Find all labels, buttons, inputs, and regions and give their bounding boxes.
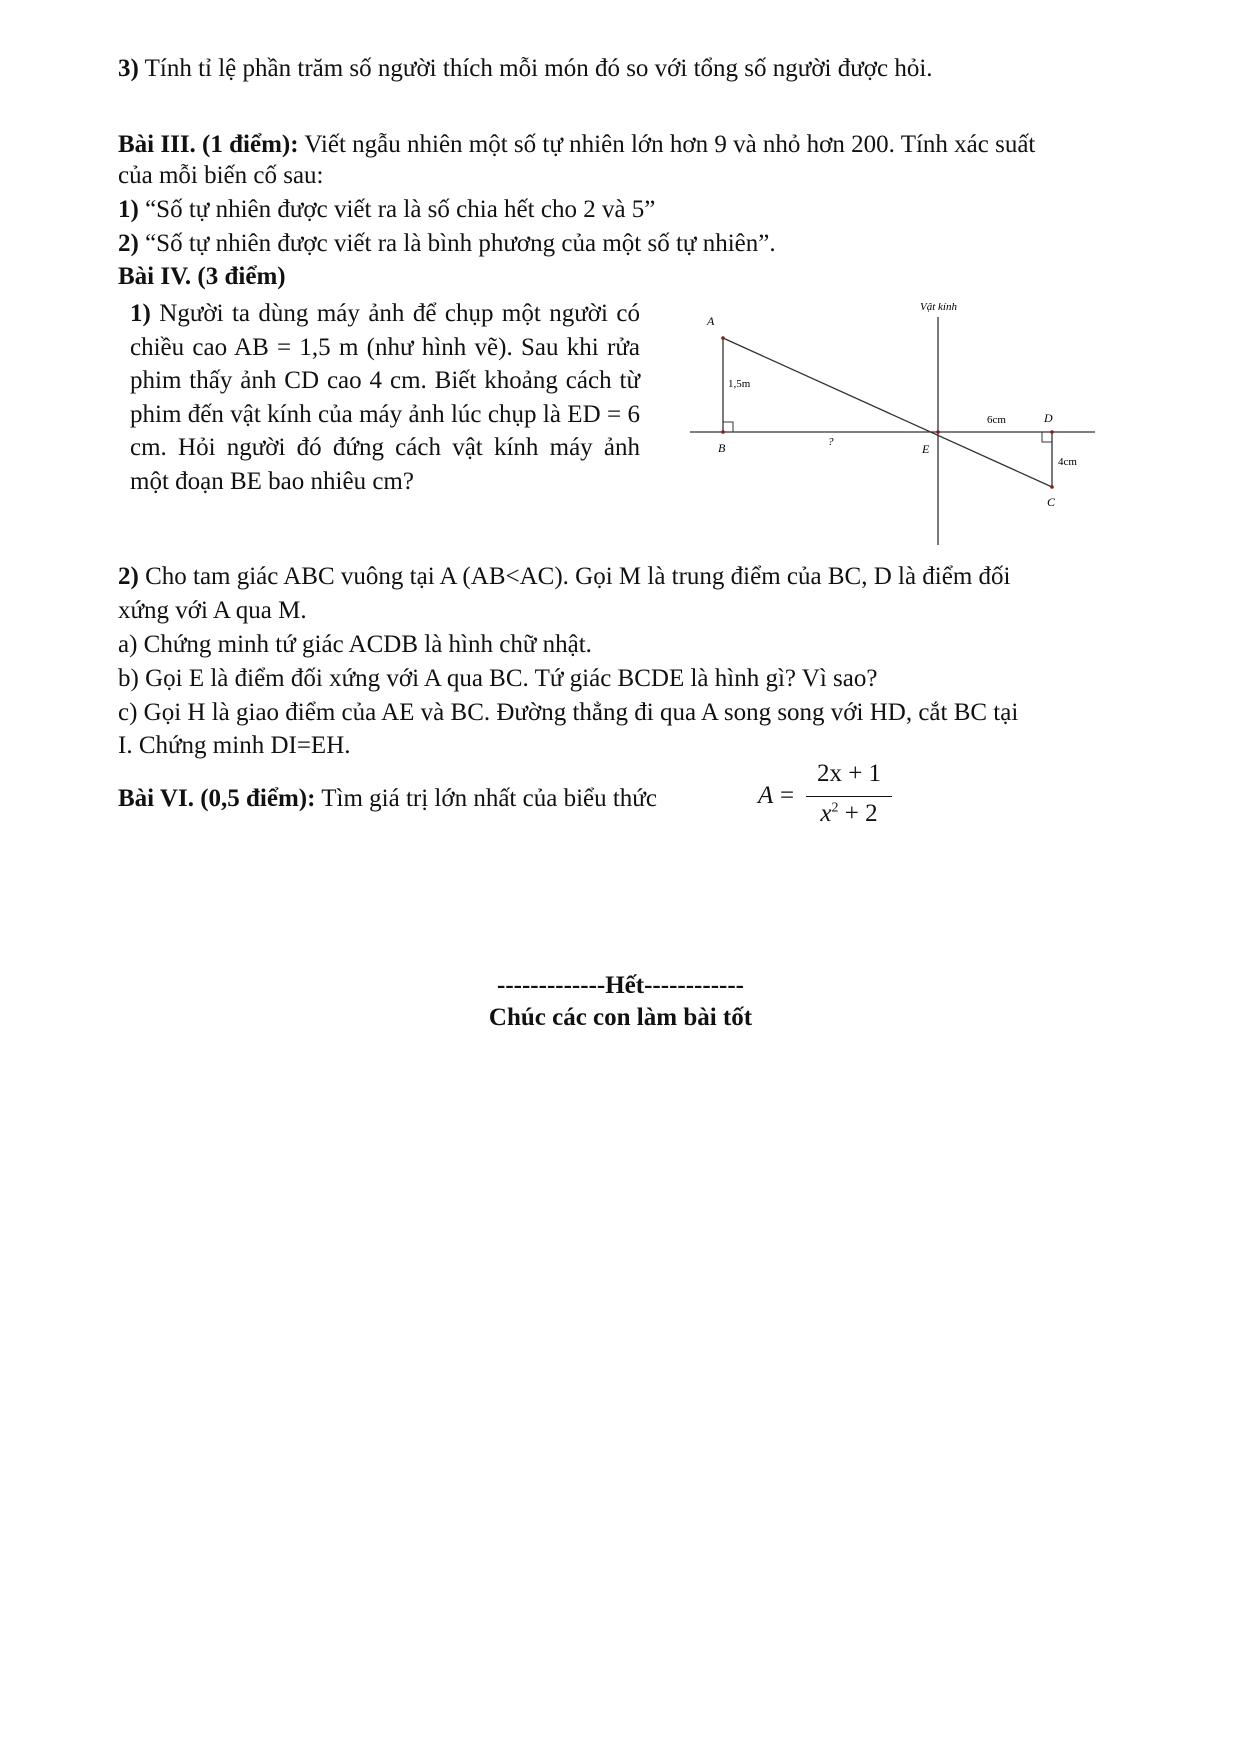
part-text: “Số tự nhiên được viết ra là số chia hết cho 2 và 5” <box>138 196 656 223</box>
section-text: Tìm giá trị lớn nhất của biểu thức <box>315 785 657 812</box>
part-text: Người ta dùng máy ảnh để chụp một người có chiều cao AB = 1,5 m (như hình vẽ). Sau khi rửa phim thấy ảnh CD cao 4 cm. Biết khoảng cách từ phim đến vật kính của máy ảnh lúc chụp là ED = 6 cm. Hỏi người đó đứng cách vật kính máy ảnh một đoạn BE bao nhiêu cm? <box>130 300 640 495</box>
bai4-part-1 <box>130 297 640 498</box>
label-ab-length: 1,5m <box>728 378 751 390</box>
part-text: Cho tam giác ABC vuông tại A (AB<AC). Gọi M là trung điểm của BC, D là điểm đối <box>138 563 1011 590</box>
formula-denominator <box>808 800 890 828</box>
point-a <box>721 336 725 340</box>
bai4-part-2a: a) Chứng minh tứ giác ACDB là hình chữ nhật. <box>118 631 592 658</box>
bai4-part-2c-cont: I. Chứng minh DI=EH. <box>118 732 351 759</box>
formula-numerator: 2x + 1 <box>816 760 882 787</box>
question-number: 3) <box>118 55 139 82</box>
label-b: B <box>718 441 726 455</box>
right-angle-d <box>1042 432 1052 442</box>
label-d: D <box>1044 411 1053 425</box>
den-exponent: 2 <box>831 800 839 816</box>
bai3-text-cont: của mỗi biến cố sau: <box>118 162 324 189</box>
part-number: 1) <box>130 300 151 327</box>
bai4-part-2-cont: xứng với A qua M. <box>118 597 307 624</box>
right-angle-b <box>723 422 733 432</box>
bai4-part-2c: c) Gọi H là giao điểm của AE và BC. Đường thẳng đi qua A song song với HD, cắt BC tại <box>118 699 1019 726</box>
label-e: E <box>922 442 930 456</box>
bai3-heading <box>118 128 1035 162</box>
den-base: x <box>820 800 832 827</box>
bai4-part-2 <box>118 560 1011 594</box>
label-a: A <box>707 314 715 328</box>
part-number: 2) <box>118 563 139 590</box>
section-text: Viết ngẫu nhiên một số tự nhiên lớn hơn 9 và nhỏ hơn 200. Tính xác suất <box>298 131 1036 158</box>
label-lens: Vật kính <box>920 301 957 313</box>
point-e <box>936 430 940 434</box>
formula-equals: = <box>780 782 795 809</box>
point-c <box>1050 485 1054 489</box>
section-title: Bài VI. (0,5 điểm): <box>118 785 316 812</box>
bai3-part-2 <box>118 227 776 261</box>
part-number: 2) <box>118 230 139 257</box>
question-text: Tính tỉ lệ phần trăm số người thích mỗi món đó so với tổng số người được hỏi. <box>138 55 933 82</box>
fraction-bar <box>806 796 892 797</box>
label-dc-length: 4cm <box>1058 456 1077 468</box>
end-marker: -------------Hết------------ <box>497 972 744 999</box>
part-number: 1) <box>118 196 139 223</box>
bai3-part-1 <box>118 193 655 227</box>
label-ed-length: 6cm <box>987 414 1006 426</box>
point-b <box>721 430 725 434</box>
formula-lhs: A <box>758 782 774 809</box>
point-d <box>1050 430 1054 434</box>
camera-figure <box>690 295 1110 545</box>
formula-fraction <box>758 760 898 840</box>
closing-wish: Chúc các con làm bài tốt <box>488 1004 753 1031</box>
label-be-length: ? <box>828 436 834 448</box>
section-title: Bài III. (1 điểm): <box>118 131 299 158</box>
bai4-part-2b: b) Gọi E là điểm đối xứng với A qua BC. Tứ giác BCDE là hình gì? Vì sao? <box>118 665 878 692</box>
ray-ac <box>723 338 1052 487</box>
question-3 <box>118 52 933 86</box>
den-rest: + 2 <box>838 800 878 827</box>
bai6-heading <box>118 782 657 816</box>
part-text: “Số tự nhiên được viết ra là bình phương của một số tự nhiên”. <box>138 230 776 257</box>
bai4-heading: Bài IV. (3 điểm) <box>118 263 286 290</box>
label-c: C <box>1047 495 1056 509</box>
